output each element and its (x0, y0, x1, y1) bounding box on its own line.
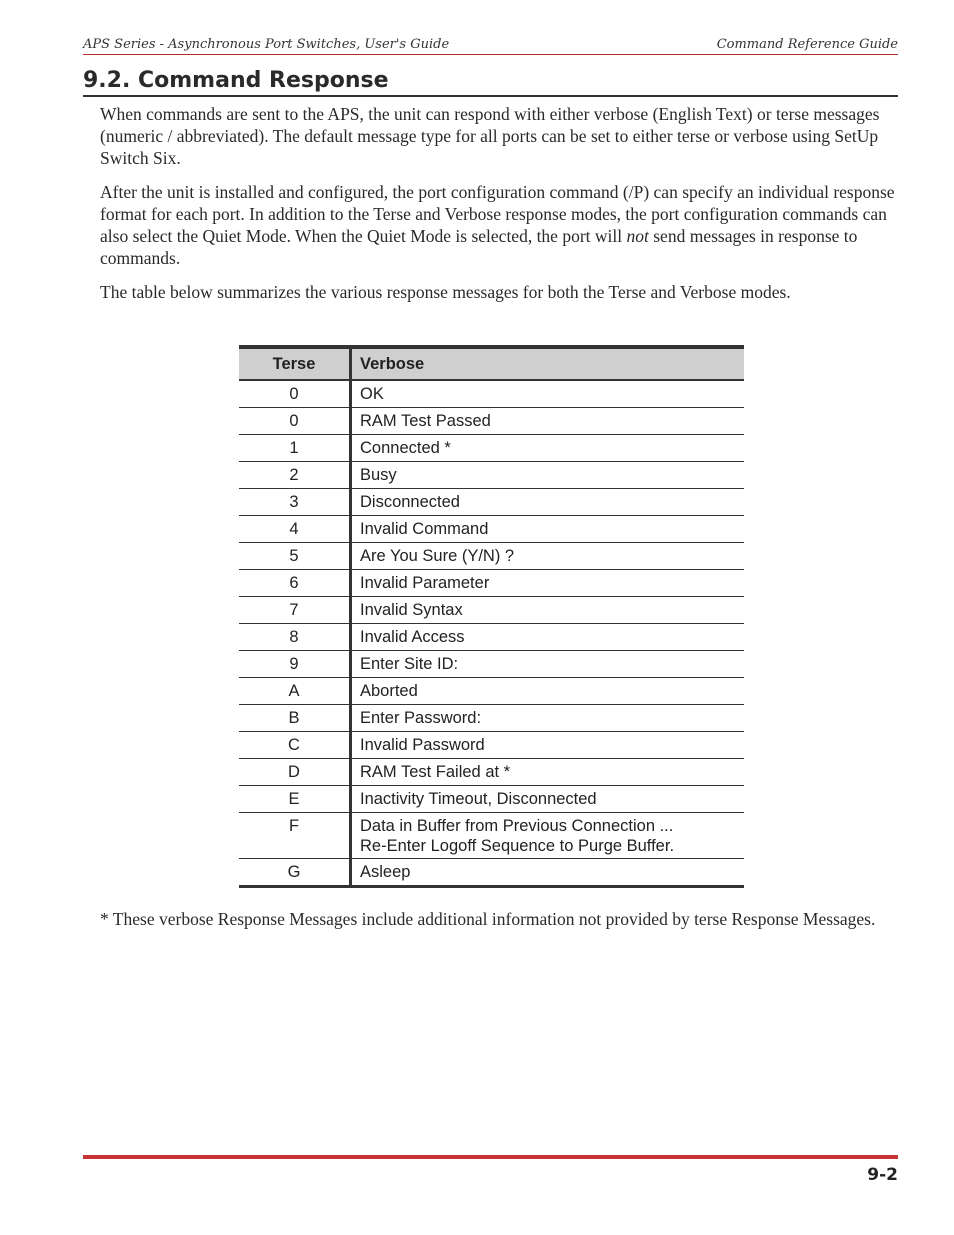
paragraph-port-config-part2: send messages in response to commands. (100, 226, 858, 268)
verbose-cell: OK (351, 380, 745, 408)
verbose-cell: RAM Test Passed (351, 408, 745, 435)
terse-cell: 0 (239, 408, 351, 435)
paragraph-table-intro: The table below summarizes the various response messages for both the Terse and Verbose modes. (100, 282, 791, 302)
table-row (239, 408, 744, 435)
page-number: 9-2 (867, 1165, 898, 1185)
terse-cell: 1 (239, 435, 351, 462)
table-row (239, 759, 744, 786)
table-row (239, 380, 744, 408)
table-row (239, 435, 744, 462)
terse-cell: F (239, 813, 351, 859)
terse-cell: D (239, 759, 351, 786)
verbose-cell (351, 813, 745, 859)
column-header-terse: Terse (239, 347, 351, 380)
table-row (239, 489, 744, 516)
table-row (239, 597, 744, 624)
header-doc-title: APS Series - Asynchronous Port Switches, User's Guide (83, 37, 450, 52)
table-header-row (239, 347, 744, 380)
verbose-cell: Invalid Command (351, 516, 745, 543)
emphasis-not: not (626, 226, 649, 246)
verbose-cell: Invalid Syntax (351, 597, 745, 624)
table-row (239, 732, 744, 759)
terse-cell: 5 (239, 543, 351, 570)
terse-cell: E (239, 786, 351, 813)
response-table (239, 345, 744, 888)
verbose-cell: Invalid Parameter (351, 570, 745, 597)
verbose-cell: Disconnected (351, 489, 745, 516)
paragraph-port-config (100, 181, 900, 269)
terse-cell: 6 (239, 570, 351, 597)
table-row (239, 570, 744, 597)
terse-cell: B (239, 705, 351, 732)
verbose-cell: Inactivity Timeout, Disconnected (351, 786, 745, 813)
table-row (239, 462, 744, 489)
verbose-cell: Invalid Password (351, 732, 745, 759)
paragraph-intro: When commands are sent to the APS, the unit can respond with either verbose (English Text) or terse messages (numeric / abbreviated). The default message type for all ports can be set to either terse or verbose using SetUp Switch Six. (100, 104, 880, 168)
table-row (239, 651, 744, 678)
verbose-cell: Enter Site ID: (351, 651, 745, 678)
header-chapter-title: Command Reference Guide (716, 37, 898, 52)
verbose-cell: Asleep (351, 859, 745, 887)
table-row (239, 624, 744, 651)
terse-cell: C (239, 732, 351, 759)
terse-cell: A (239, 678, 351, 705)
verbose-cell: Busy (351, 462, 745, 489)
terse-cell: 3 (239, 489, 351, 516)
table-row (239, 859, 744, 887)
terse-cell: G (239, 859, 351, 887)
table-row (239, 516, 744, 543)
paragraph-port-config-part1: After the unit is installed and configured, the port configuration command (/P) can specify an individual response format for each port. In addition to the Terse and Verbose response modes, the port configuration commands can also select the Quiet Mode. When the Quiet Mode is selected, the port will (100, 182, 895, 246)
terse-cell: 7 (239, 597, 351, 624)
table-row (239, 678, 744, 705)
verbose-cell: Connected * (351, 435, 745, 462)
table-row (239, 813, 744, 859)
terse-cell: 8 (239, 624, 351, 651)
terse-cell: 0 (239, 380, 351, 408)
footer-rule (83, 1155, 898, 1159)
running-header (83, 36, 898, 55)
terse-cell: 2 (239, 462, 351, 489)
table-row (239, 786, 744, 813)
verbose-cell: RAM Test Failed at * (351, 759, 745, 786)
footnote: * These verbose Response Messages include additional information not provided by terse Response Messages. (100, 909, 876, 929)
terse-cell: 9 (239, 651, 351, 678)
verbose-line-2: Re-Enter Logoff Sequence to Purge Buffer. (360, 837, 675, 855)
verbose-cell: Aborted (351, 678, 745, 705)
table-row (239, 705, 744, 732)
section-title: 9.2. Command Response (83, 67, 898, 97)
verbose-line-1: Data in Buffer from Previous Connection ... (360, 817, 674, 835)
column-header-verbose: Verbose (351, 347, 745, 380)
table-row (239, 543, 744, 570)
verbose-cell: Enter Password: (351, 705, 745, 732)
verbose-cell: Are You Sure (Y/N) ? (351, 543, 745, 570)
terse-cell: 4 (239, 516, 351, 543)
verbose-cell: Invalid Access (351, 624, 745, 651)
